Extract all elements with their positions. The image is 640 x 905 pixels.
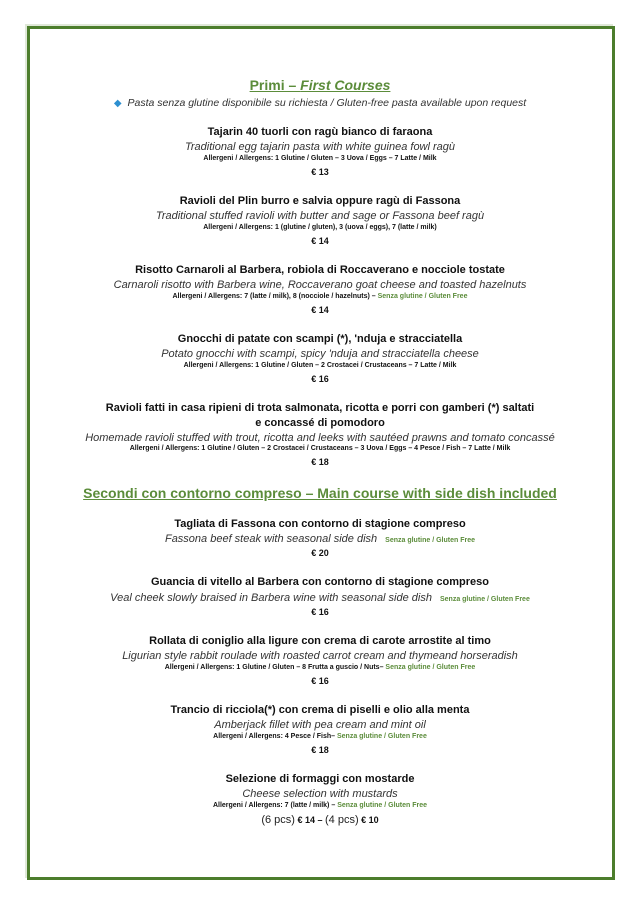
dish-name: Gnocchi di patate con scampi (*), 'nduja e stracciatella [177, 333, 463, 345]
allergens-text: Allergeni / Allergens: 4 Pesce / Fish– [213, 733, 337, 740]
price-4: € 10 [358, 815, 379, 825]
dish-desc: Traditional egg tajarin pasta with white guinea fowl ragù [184, 141, 456, 153]
dish-name: Rollata di coniglio alla ligure con crema di carote arrostite al timo [149, 635, 491, 647]
qty-6: (6 pcs) [261, 814, 295, 826]
dish-name-line2: e concassé di pomodoro [255, 417, 385, 429]
dish-allergens: Allergeni / Allergens: 1 Glutine / Gluten – 2 Crostacei / Crustaceans – 7 Latte / Milk [183, 362, 457, 369]
dish-name: Risotto Carnaroli al Barbera, robiola di Roccaverano e nocciole tostate [135, 264, 505, 276]
dish-allergens [0, 730, 640, 744]
desc-text: Fassona beef steak with seasonal side dish [164, 533, 378, 545]
price-6: € 14 – [294, 815, 325, 825]
dish-price: € 16 [311, 607, 329, 617]
section-title-secondi: Secondi con contorno compreso – Main course with side dish included [83, 485, 557, 501]
section-title-primi [0, 76, 640, 94]
dish-price [0, 812, 640, 826]
dish-desc: Amberjack fillet with pea cream and mint oil [214, 719, 426, 731]
dish-desc: Carnaroli risotto with Barbera wine, Roccaverano goat cheese and toasted hazelnuts [113, 279, 527, 291]
dish-name: Guancia di vitello al Barbera con contorno di stagione compreso [150, 576, 489, 588]
dish-desc: Cheese selection with mustards [242, 788, 398, 800]
allergens-text: Allergeni / Allergens: 7 (latte / milk) – [212, 802, 338, 809]
dish-name: Tajarin 40 tuorli con ragù bianco di faraona [207, 126, 433, 138]
gluten-free-label: Senza glutine / Gluten Free [385, 537, 476, 544]
gluten-free-label: Senza glutine / Gluten Free [336, 733, 427, 740]
desc-text: Veal cheek slowly braised in Barbera wine with seasonal side dish [110, 592, 432, 604]
dish-price: € 14 [311, 305, 329, 315]
dish-desc: Ligurian style rabbit roulade with roasted carrot cream and thymeand horseradish [122, 650, 518, 662]
dish-price: € 18 [311, 457, 329, 467]
dish-desc: Potato gnocchi with scampi, spicy 'nduja and stracciatella cheese [161, 348, 479, 360]
dish-allergens [0, 290, 640, 304]
dish-name: Tagliata di Fassona con contorno di stagione compreso [174, 518, 466, 530]
dish-allergens [0, 799, 640, 813]
dish-price: € 18 [311, 745, 329, 755]
qty-4: (4 pcs) [325, 814, 359, 826]
allergens-text: Allergeni / Allergens: 1 Glutine / Gluten – 8 Frutta a guscio / Nuts– [164, 664, 386, 671]
dish-price: € 20 [311, 548, 329, 558]
dish-allergens: Allergeni / Allergens: 1 Glutine / Gluten – 2 Crostacei / Crustaceans – 3 Uova / Eggs – 4 Pesce / Fish – 7 Latte / Milk [129, 445, 511, 452]
gluten-free-label: Senza glutine / Gluten Free [439, 596, 530, 603]
dish-price: € 14 [311, 236, 329, 246]
dish-price: € 16 [311, 374, 329, 384]
title-en: First Courses [300, 77, 391, 93]
dish-price: € 16 [311, 676, 329, 686]
gluten-free-label: Senza glutine / Gluten Free [377, 293, 468, 300]
dish-name: Ravioli fatti in casa ripieni di trota salmonata, ricotta e porri con gamberi (*) saltati [105, 402, 535, 414]
dish-name: Trancio di ricciola(*) con crema di piselli e olio alla menta [170, 704, 470, 716]
allergens-text: Allergeni / Allergens: 7 (latte / milk), 8 (nocciole / hazelnuts) – [172, 293, 378, 300]
title-it: Primi – [249, 77, 301, 93]
gluten-free-label: Senza glutine / Gluten Free [385, 664, 476, 671]
dish-allergens: Allergeni / Allergens: 1 Glutine / Gluten – 3 Uova / Eggs – 7 Latte / Milk [203, 155, 437, 162]
dish-price: € 13 [311, 167, 329, 177]
dish-name: Ravioli del Plin burro e salvia oppure ragù di Fassona [179, 195, 461, 207]
gluten-free-label: Senza glutine / Gluten Free [337, 802, 428, 809]
dish-desc [0, 532, 640, 546]
dish-desc: Traditional stuffed ravioli with butter and sage or Fassona beef ragù [155, 210, 485, 222]
dish-allergens [0, 661, 640, 675]
dish-desc [0, 591, 640, 605]
dish-desc: Homemade ravioli stuffed with trout, ricotta and leeks with sautéed prawns and tomato concassé [85, 432, 555, 444]
dish-name: Selezione di formaggi con mostarde [225, 773, 415, 785]
gluten-free-note [0, 96, 640, 110]
diamond-bullet-icon: ◆ [113, 98, 122, 109]
note-text: Pasta senza glutine disponibile su richiesta / Gluten-free pasta available upon request [127, 97, 527, 109]
dish-allergens: Allergeni / Allergens: 1 (glutine / gluten), 3 (uova / eggs), 7 (latte / milk) [203, 224, 437, 231]
